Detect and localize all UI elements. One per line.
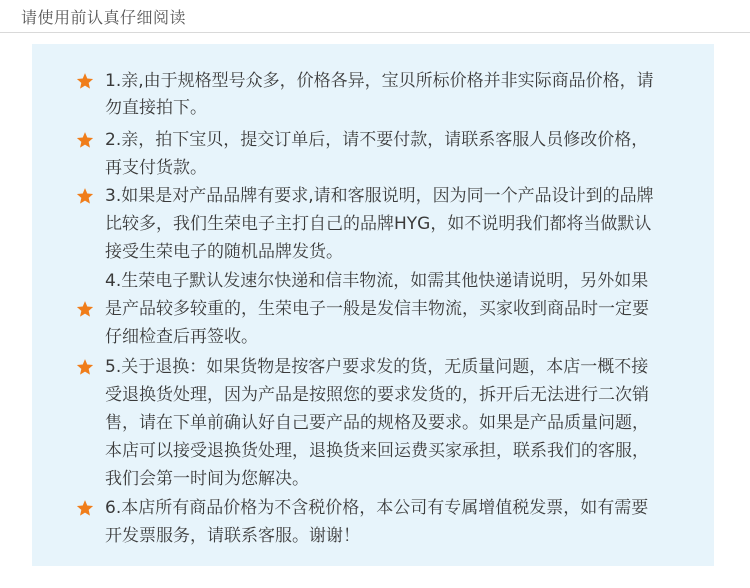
page-title: 请使用前认真仔细阅读	[21, 8, 187, 27]
notice-line: 2.亲，拍下宝贝，提交订单后，请不要付款，请联系客服人员修改价格，	[105, 130, 649, 150]
notice-line: 本店可以接受退换货处理，退换货来回运费买家承担，联系我们的客服，	[105, 441, 649, 461]
notice-line: 仔细检查后再签收。	[105, 327, 258, 347]
notice-line: 开发票服务，请联系客服。谢谢！	[105, 526, 360, 546]
notice-line: 4.生荣电子默认发速尔快递和信丰物流，如需其他快递请说明，另外如果	[105, 271, 649, 291]
notice-line: 勿直接拍下。	[105, 98, 207, 118]
notice-line: 1.亲,由于规格型号众多，价格各异，宝贝所标价格并非实际商品价格，请	[105, 71, 654, 91]
notice-line: 3.如果是对产品品牌有要求,请和客服说明，因为同一个产品设计到的品牌	[105, 186, 654, 206]
notice-line: 我们会第一时间为您解决。	[105, 469, 309, 489]
page-header	[0, 0, 750, 33]
notice-line: 比较多，我们生荣电子主打自己的品牌HYG，如不说明我们都将当做默认	[105, 214, 652, 234]
notice-line: 5.关于退换：如果货物是按客户要求发的货，无质量问题，本店一概不接	[105, 357, 649, 377]
notice-panel	[32, 44, 714, 566]
notice-line: 是产品较多较重的，生荣电子一般是发信丰物流，买家收到商品时一定要	[105, 299, 649, 319]
notice-line: 受退换货处理，因为产品是按照您的要求发货的，拆开后无法进行二次销	[105, 385, 649, 405]
notice-line: 6.本店所有商品价格为不含税价格，本公司有专属增值税发票，如有需要	[105, 498, 649, 518]
notice-line: 售，请在下单前确认好自己要产品的规格及要求。如果是产品质量问题，	[105, 413, 649, 433]
notice-line: 再支付货款。	[105, 158, 207, 178]
notice-line: 接受生荣电子的随机品牌发货。	[105, 242, 343, 262]
